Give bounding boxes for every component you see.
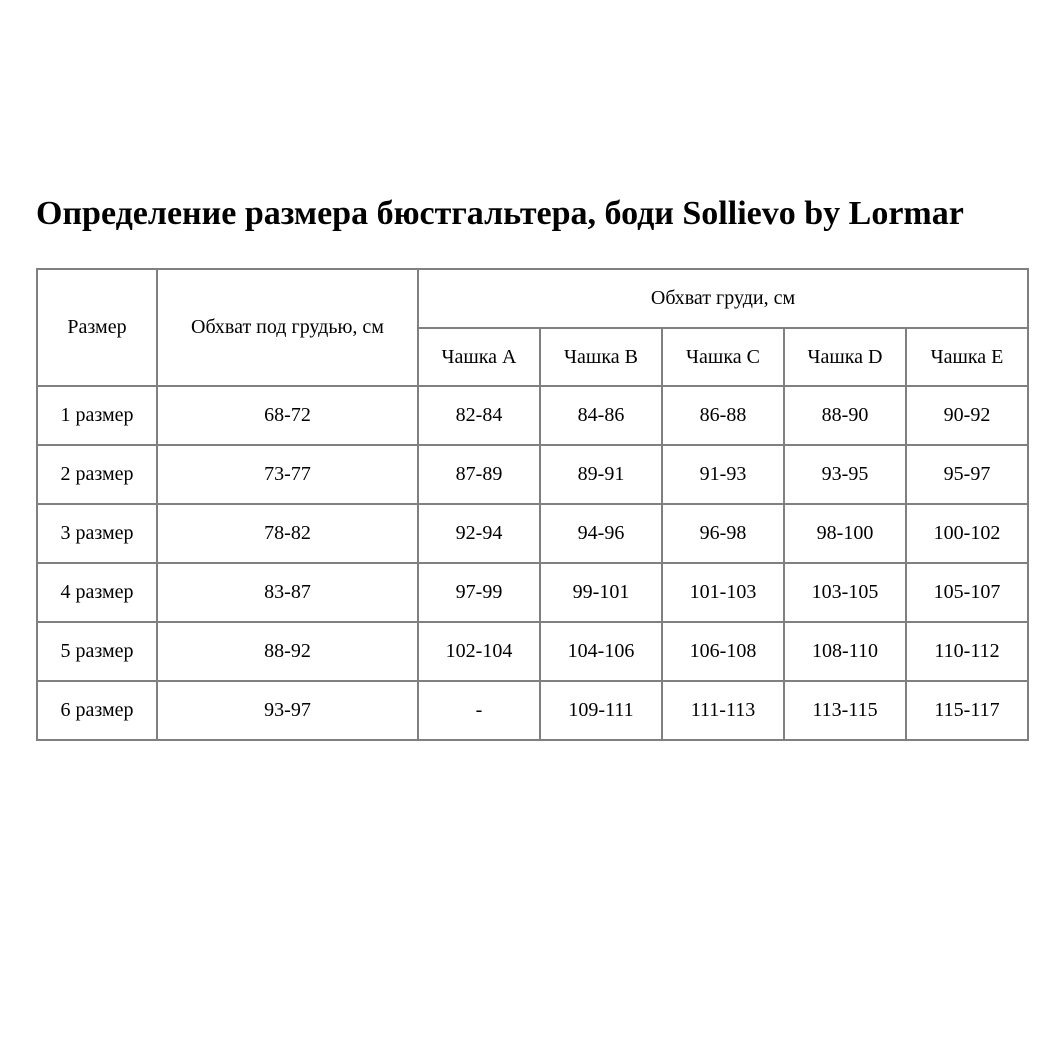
cell-cup-c: 111-113 [662, 681, 784, 740]
cell-cup-a: 87-89 [418, 445, 540, 504]
cell-size: 5 размер [37, 622, 157, 681]
cell-cup-d: 93-95 [784, 445, 906, 504]
cell-cup-b: 99-101 [540, 563, 662, 622]
table-row-size-2 [37, 445, 1028, 504]
cell-size: 2 размер [37, 445, 157, 504]
cell-cup-e: 100-102 [906, 504, 1028, 563]
col-header-cup-b: Чашка B [540, 328, 662, 386]
cell-cup-e: 90-92 [906, 386, 1028, 445]
cell-cup-e: 105-107 [906, 563, 1028, 622]
cell-cup-b: 109-111 [540, 681, 662, 740]
cell-cup-a: 92-94 [418, 504, 540, 563]
cell-underbust: 78-82 [157, 504, 418, 563]
table-body [37, 386, 1028, 740]
cell-underbust: 93-97 [157, 681, 418, 740]
cell-cup-c: 86-88 [662, 386, 784, 445]
cell-cup-a: 97-99 [418, 563, 540, 622]
cell-size: 4 размер [37, 563, 157, 622]
cell-cup-a: - [418, 681, 540, 740]
table-row-size-3 [37, 504, 1028, 563]
table-row-size-1 [37, 386, 1028, 445]
cell-cup-e: 115-117 [906, 681, 1028, 740]
cell-cup-d: 108-110 [784, 622, 906, 681]
col-header-underbust: Обхват под грудью, см [157, 269, 418, 386]
cell-cup-b: 89-91 [540, 445, 662, 504]
cell-cup-c: 106-108 [662, 622, 784, 681]
table-row-size-6 [37, 681, 1028, 740]
cell-cup-c: 96-98 [662, 504, 784, 563]
table-row-size-5 [37, 622, 1028, 681]
header-row-top [37, 269, 1028, 328]
cell-cup-a: 82-84 [418, 386, 540, 445]
cell-cup-d: 88-90 [784, 386, 906, 445]
cell-underbust: 88-92 [157, 622, 418, 681]
cell-cup-d: 103-105 [784, 563, 906, 622]
col-header-cup-c: Чашка C [662, 328, 784, 386]
col-header-bust-group: Обхват груди, см [418, 269, 1028, 328]
bra-size-chart-table [36, 268, 1029, 741]
cell-cup-b: 104-106 [540, 622, 662, 681]
table-header [37, 269, 1028, 386]
cell-size: 1 размер [37, 386, 157, 445]
cell-cup-d: 113-115 [784, 681, 906, 740]
cell-underbust: 68-72 [157, 386, 418, 445]
cell-cup-e: 110-112 [906, 622, 1028, 681]
cell-cup-c: 91-93 [662, 445, 784, 504]
col-header-cup-e: Чашка E [906, 328, 1028, 386]
cell-cup-d: 98-100 [784, 504, 906, 563]
cell-cup-b: 84-86 [540, 386, 662, 445]
cell-underbust: 73-77 [157, 445, 418, 504]
cell-size: 3 размер [37, 504, 157, 563]
cell-cup-e: 95-97 [906, 445, 1028, 504]
table-row-size-4 [37, 563, 1028, 622]
cell-cup-c: 101-103 [662, 563, 784, 622]
cell-underbust: 83-87 [157, 563, 418, 622]
col-header-cup-a: Чашка A [418, 328, 540, 386]
col-header-cup-d: Чашка D [784, 328, 906, 386]
col-header-size: Размер [37, 269, 157, 386]
cell-cup-a: 102-104 [418, 622, 540, 681]
cell-cup-b: 94-96 [540, 504, 662, 563]
cell-size: 6 размер [37, 681, 157, 740]
page-title: Определение размера бюстгальтера, боди Sollievo by Lormar [36, 195, 964, 232]
